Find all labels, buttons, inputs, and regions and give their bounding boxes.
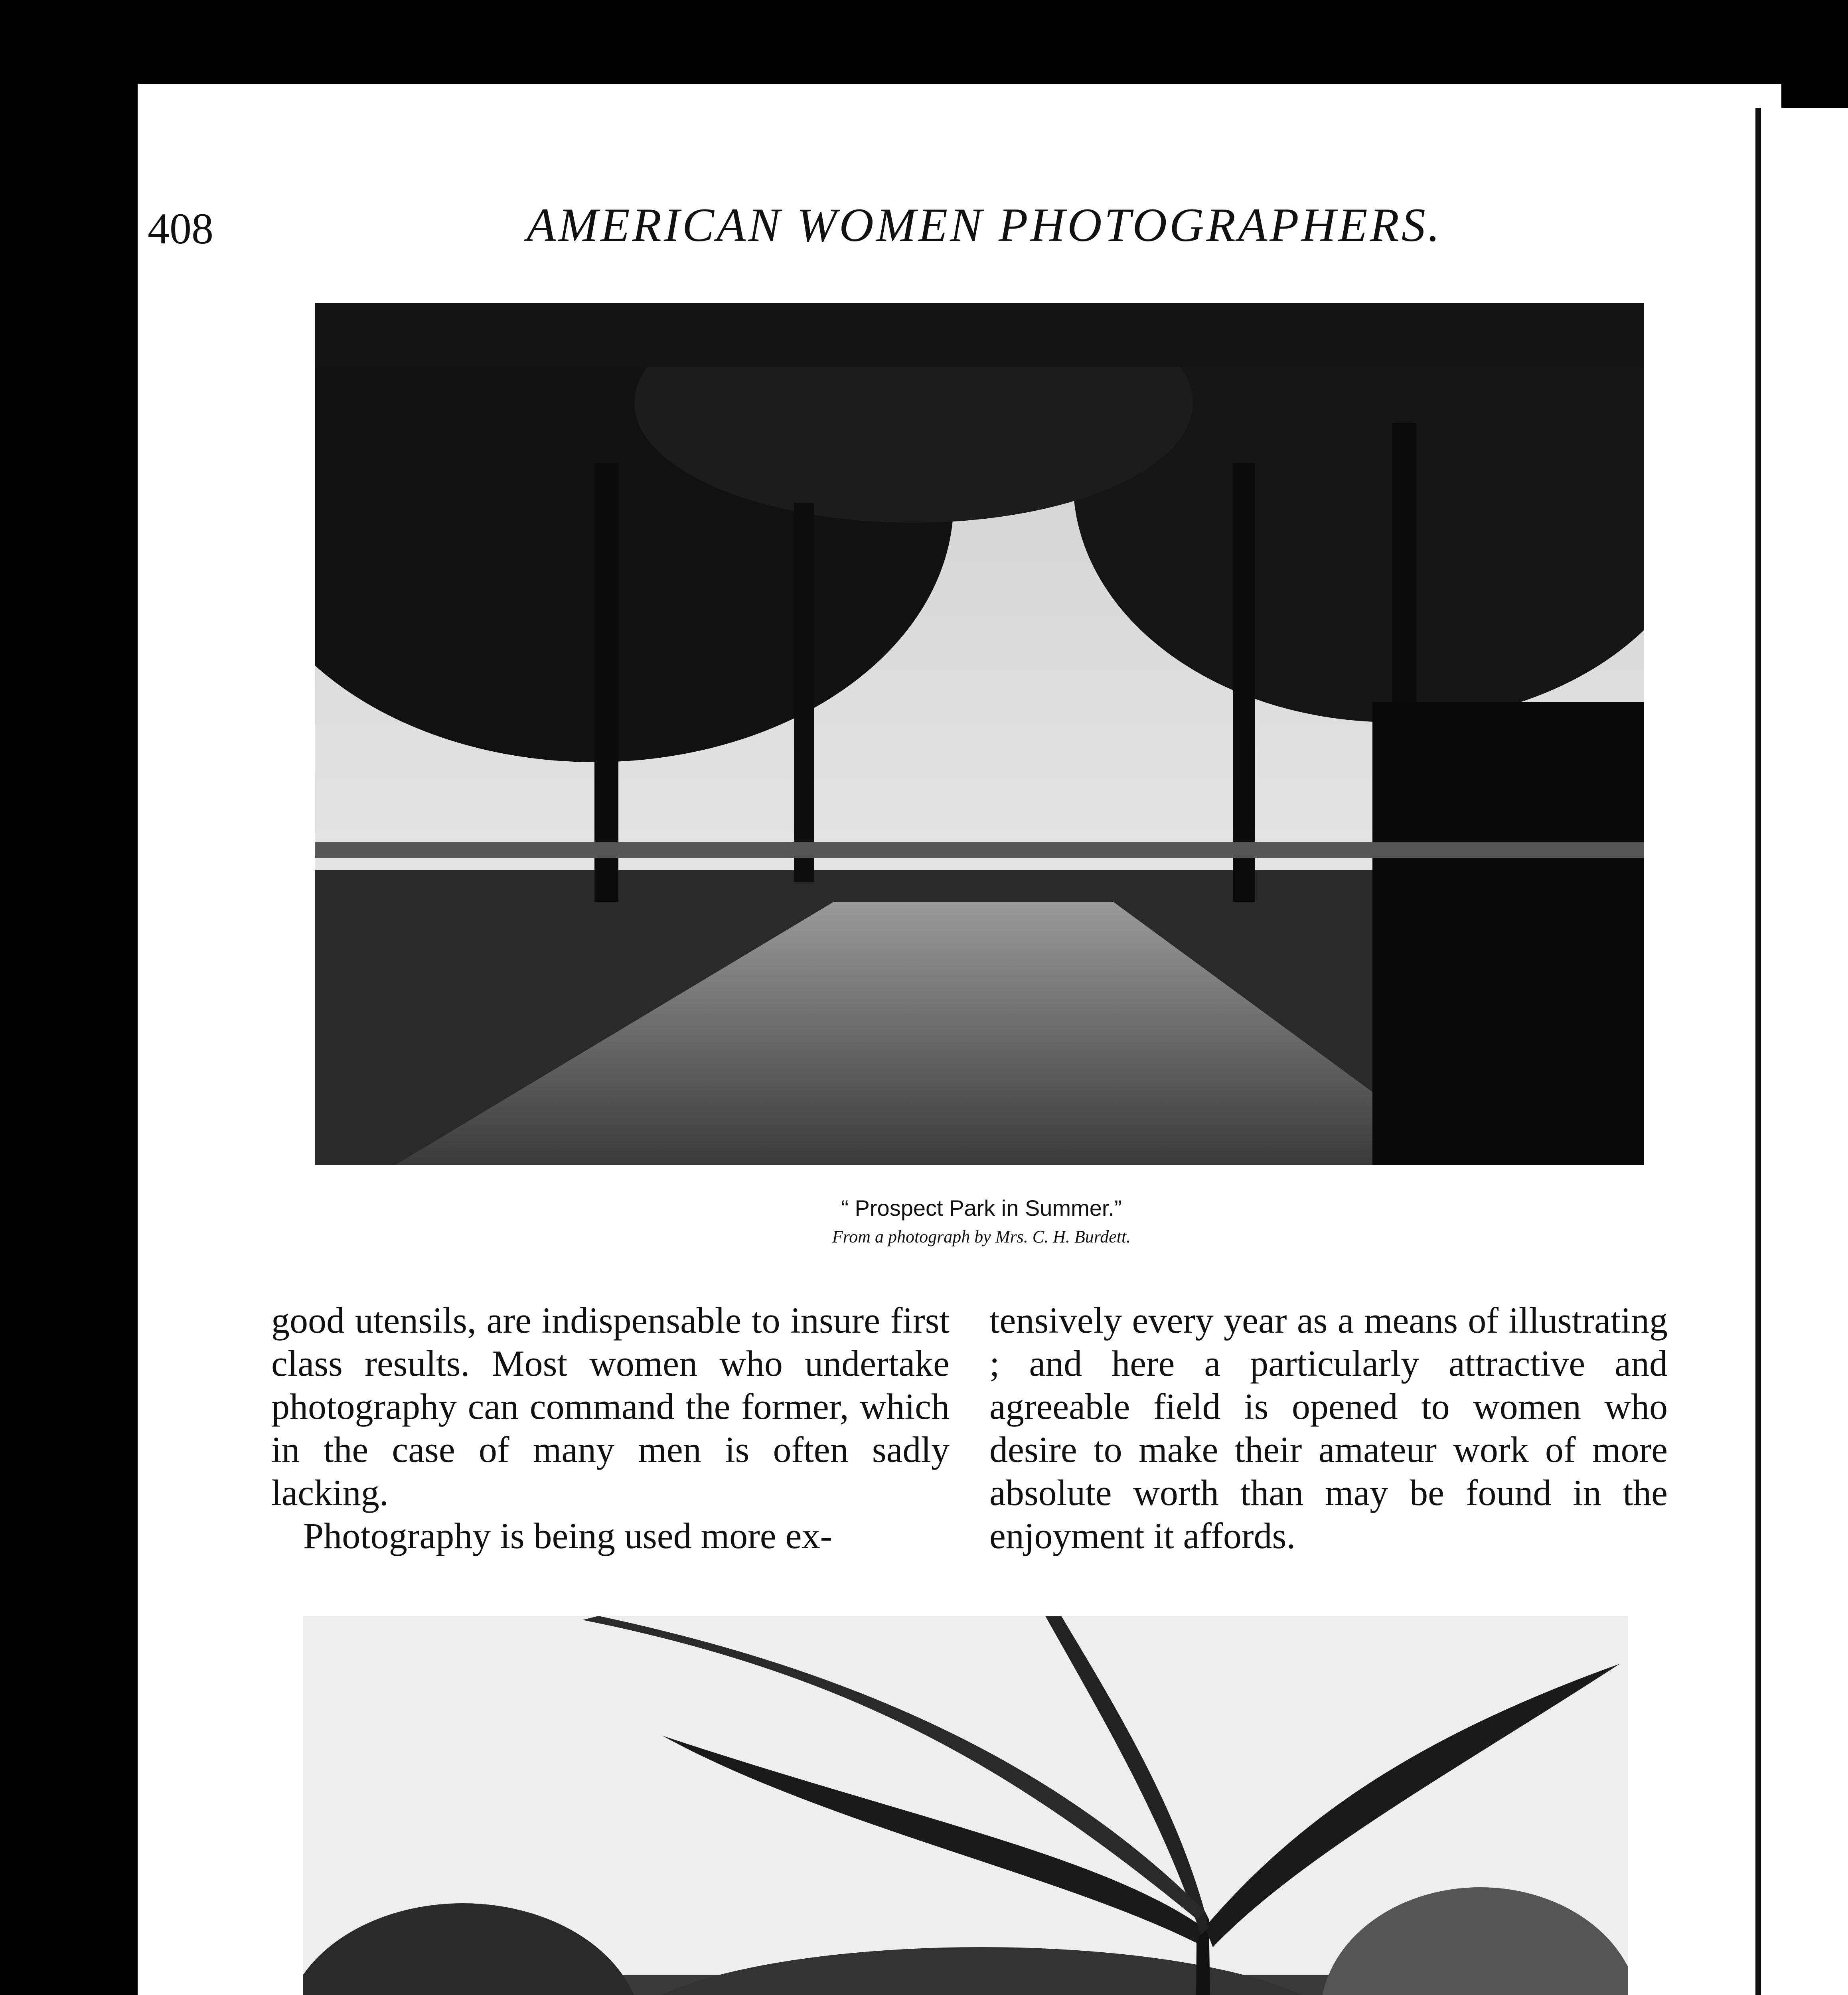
paragraph: tensively every year as a means of illustrating ; and here a particularly attractive and agreeable field is opened to women who desire to make their amateur work of more absolute worth than may be found in the enjoyment it affords. bbox=[989, 1300, 1668, 1556]
left-column bbox=[271, 1299, 950, 1557]
body-text bbox=[271, 1299, 1668, 1578]
summer-photo bbox=[315, 303, 1644, 1165]
paragraph: good utensils, are indispensable to insure first class results. Most women who undertake photography can command the former, which in the case of many men is often sadly lacking. bbox=[271, 1300, 950, 1513]
page-number: 408 bbox=[148, 204, 213, 253]
winter-photo bbox=[303, 1616, 1628, 1995]
adjacent-page-edge bbox=[1755, 108, 1848, 1995]
paragraph: Photography is being used more ex- bbox=[303, 1515, 833, 1556]
page-header bbox=[148, 120, 1464, 253]
running-title: AMERICAN WOMEN PHOTOGRAPHERS. bbox=[527, 198, 1442, 251]
figure-caption bbox=[598, 1195, 1364, 1247]
caption-credit: From a photograph by Mrs. C. H. Burdett. bbox=[832, 1227, 1131, 1246]
caption-title: “ Prospect Park in Summer.” bbox=[841, 1195, 1122, 1221]
right-column bbox=[989, 1299, 1668, 1557]
